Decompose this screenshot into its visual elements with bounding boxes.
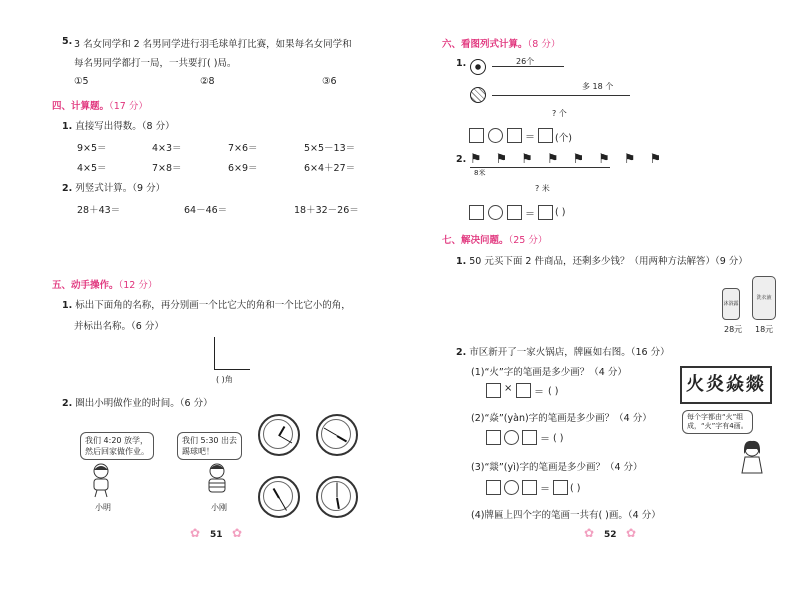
s4-q2: 2. 列竖式计算。（9 分） — [62, 183, 166, 194]
label-question: ? 个 — [552, 109, 567, 118]
page-number: 51 — [210, 530, 223, 540]
label-26: 26个 — [516, 57, 535, 66]
s7-q2-sub2: (2)“焱”(yàn)字的笔画是多少画？（4 分） — [471, 413, 652, 424]
angle-label: ( )角 — [216, 375, 233, 384]
hint-bubble: 每个字都由“火”组 成，“火”字有4画。 — [682, 410, 753, 434]
clock-face[interactable] — [316, 476, 358, 518]
calc-item: 7×8＝ — [152, 163, 182, 174]
answer-paren[interactable]: ( ) — [548, 386, 559, 397]
answer-paren[interactable]: ( ) — [553, 433, 564, 444]
calc-item: 64－46＝ — [184, 205, 228, 216]
calc-item: 6×4＋27＝ — [304, 163, 356, 174]
answer-box[interactable] — [538, 205, 553, 220]
price-body-wash: 28元 — [724, 325, 743, 334]
s5-q2: 2. 圈出小明做作业的时间。（6 分） — [62, 398, 213, 409]
palm-decoration-icon: ✿ — [190, 526, 201, 540]
calc-item: 18＋32－26＝ — [294, 205, 359, 216]
calc-item: 4×3＝ — [152, 143, 182, 154]
s7-q2-sub3: (3)“燚”(yì)字的笔画是多少画？（4 分） — [471, 462, 643, 473]
body-wash-bottle-icon: 沐浴露 — [722, 288, 740, 320]
flags-row-icon: ⚑⚑⚑⚑⚑⚑⚑⚑ — [470, 152, 676, 167]
calc-item: 7×6＝ — [228, 143, 258, 154]
basketball-icon — [470, 87, 486, 103]
calc-item: 9×5＝ — [77, 143, 107, 154]
s6-q1-number: 1. — [456, 58, 467, 69]
answer-box[interactable] — [553, 480, 568, 495]
clock-face[interactable] — [258, 414, 300, 456]
operator-circle[interactable] — [488, 205, 503, 220]
q5-line2: 每名男同学都打一局，一共要打( )局。 — [74, 58, 237, 69]
section6-title: 六、看图列式计算。（8 分） — [442, 39, 561, 50]
section7-title: 七、解决问题。（25 分） — [442, 235, 548, 246]
section4-title: 四、计算题。（17 分） — [52, 101, 148, 112]
q5-option-2: ②8 — [200, 76, 215, 87]
unit-label: ( ) — [555, 207, 566, 218]
label-more18: 多 18 个 — [582, 82, 614, 91]
s5-q1-line1: 1. 标出下面角的名称，再分别画一个比它大的角和一个比它小的角， — [62, 300, 351, 311]
boy-xiaoming-illustration — [86, 462, 116, 498]
label-8m: 8米 — [474, 169, 486, 177]
clock-face[interactable] — [258, 476, 300, 518]
answer-box[interactable] — [507, 205, 522, 220]
s7-q2-sub1: (1)“火”字的笔画是多少画？（4 分） — [471, 367, 627, 378]
calc-item: 28＋43＝ — [77, 205, 121, 216]
flag-baseline — [470, 167, 610, 168]
angle-ray — [214, 369, 250, 370]
soccer-ball-icon — [470, 59, 486, 75]
name-xiaogang: 小刚 — [211, 503, 227, 512]
s7-q2: 2. 市区新开了一家火锅店，牌匾如右图。（16 分） — [456, 347, 670, 358]
bar-bottom — [492, 95, 630, 96]
calc-item: 4×5＝ — [77, 163, 107, 174]
equals-sign: ＝ — [525, 132, 535, 143]
speech-bubble-xiaoming: 我们 4:20 放学， 然后回家做作业。 — [80, 432, 154, 460]
clock-face[interactable] — [316, 414, 358, 456]
answer-box[interactable] — [507, 128, 522, 143]
equals-sign: ＝ — [540, 484, 550, 495]
times-sign: × — [504, 383, 513, 394]
equals-sign: ＝ — [540, 434, 550, 445]
restaurant-sign: 火炎焱燚 — [680, 366, 772, 404]
girl-illustration — [738, 440, 766, 474]
s7-q1: 1. 50 元买下面 2 件商品，还剩多少钱？（用两种方法解答）（9 分） — [456, 256, 748, 267]
answer-box[interactable] — [516, 383, 531, 398]
answer-box[interactable] — [522, 430, 537, 445]
answer-box[interactable] — [486, 480, 501, 495]
q5-number: 5. — [62, 36, 73, 47]
boy-xiaogang-illustration — [202, 462, 232, 498]
equals-sign: ＝ — [525, 209, 535, 220]
page-number: 52 — [604, 530, 617, 540]
s5-q1-line2: 并标出名称。（6 分） — [74, 321, 164, 332]
palm-decoration-icon: ✿ — [584, 526, 595, 540]
calc-item: 5×5－13＝ — [304, 143, 356, 154]
palm-decoration-icon: ✿ — [626, 526, 637, 540]
s6-q2-number: 2. — [456, 154, 467, 165]
palm-decoration-icon: ✿ — [232, 526, 243, 540]
q5-option-1: ①5 — [74, 76, 89, 87]
name-xiaoming: 小明 — [95, 503, 111, 512]
answer-box[interactable] — [486, 430, 501, 445]
detergent-bottle-icon: 洗衣液 — [752, 276, 776, 320]
section5-title: 五、动手操作。（12 分） — [52, 280, 158, 291]
s7-q2-sub4: (4)牌匾上四个字的笔画一共有( )画。（4 分） — [471, 510, 661, 521]
operator-circle[interactable] — [504, 480, 519, 495]
answer-box[interactable] — [469, 205, 484, 220]
answer-box[interactable] — [469, 128, 484, 143]
q5-option-3: ③6 — [322, 76, 337, 87]
q5-line1: 3 名女同学和 2 名男同学进行羽毛球单打比赛，如果每名女同学和 — [74, 39, 352, 50]
calc-item: 6×9＝ — [228, 163, 258, 174]
label-question-m: ? 米 — [535, 184, 550, 193]
angle-figure — [214, 337, 215, 369]
unit-label: (个) — [555, 133, 572, 144]
answer-box[interactable] — [486, 383, 501, 398]
price-detergent: 18元 — [755, 325, 774, 334]
s4-q1: 1. 直接写出得数。（8 分） — [62, 121, 175, 132]
answer-box[interactable] — [538, 128, 553, 143]
speech-bubble-xiaogang: 我们 5:30 出去 踢球吧！ — [177, 432, 242, 460]
equals-sign: ＝ — [534, 387, 544, 398]
answer-box[interactable] — [522, 480, 537, 495]
answer-paren[interactable]: ( ) — [570, 483, 581, 494]
operator-circle[interactable] — [488, 128, 503, 143]
operator-circle[interactable] — [504, 430, 519, 445]
